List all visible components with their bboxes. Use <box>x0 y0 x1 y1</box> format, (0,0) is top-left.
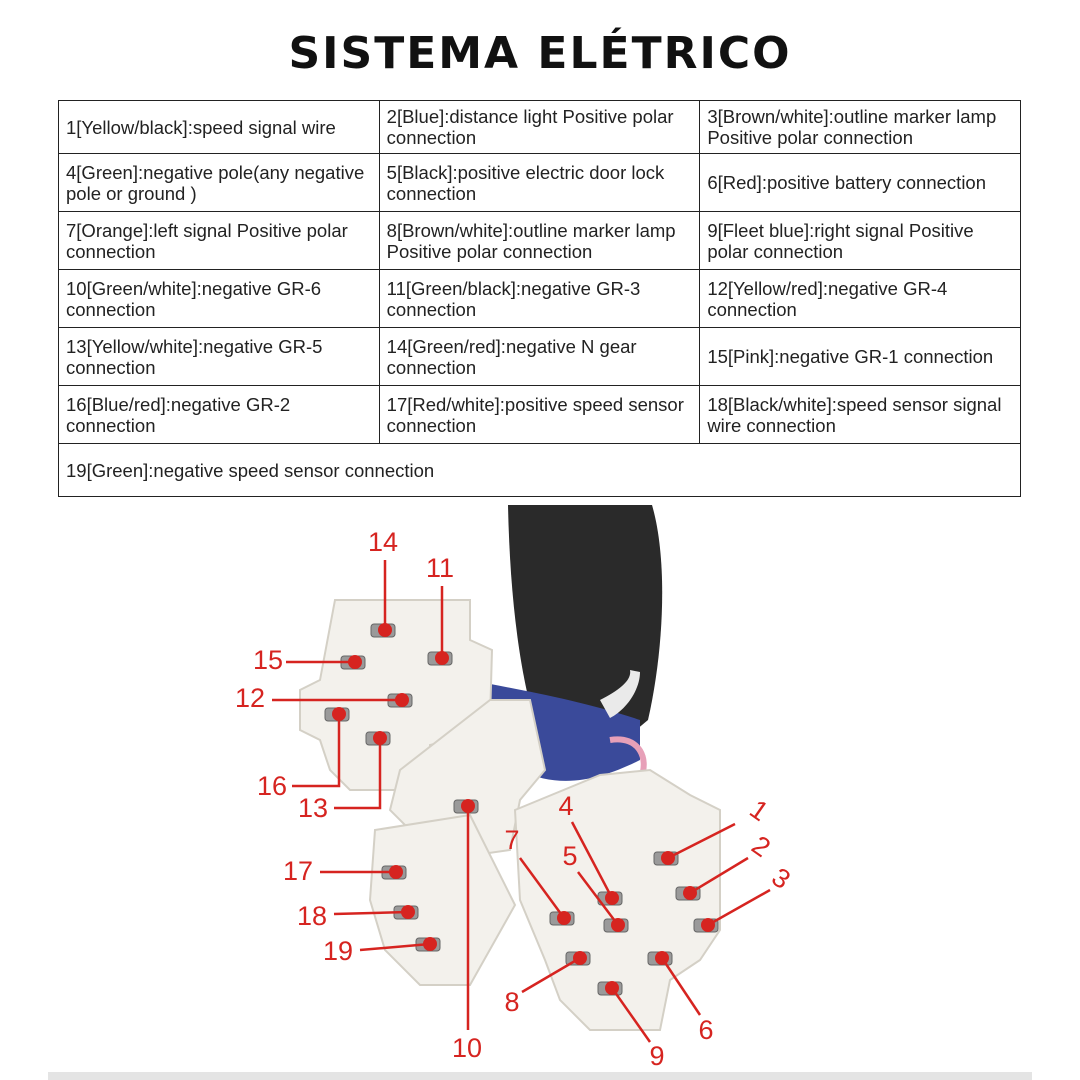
pin-label-13: 13 <box>297 793 329 824</box>
pin-label-19: 19 <box>322 936 354 967</box>
table-cell: 16[Blue/red]:negative GR-2 connection <box>59 386 380 444</box>
pin-label-7: 7 <box>504 825 520 856</box>
footer-bar <box>48 1072 1032 1080</box>
table-row <box>59 386 1021 444</box>
table-cell: 3[Brown/white]:outline marker lamp Positive polar connection <box>700 101 1021 154</box>
table-row <box>59 154 1021 212</box>
table-cell: 6[Red]:positive battery connection <box>700 154 1021 212</box>
table-cell: 1[Yellow/black]:speed signal wire <box>59 101 380 154</box>
wire-color-table <box>58 100 1021 497</box>
pin-label-12: 12 <box>234 683 266 714</box>
table-cell: 19[Green]:negative speed sensor connection <box>59 444 1021 497</box>
table-cell: 15[Pink]:negative GR-1 connection <box>700 328 1021 386</box>
table-row <box>59 444 1021 497</box>
page-title: SISTEMA ELÉTRICO <box>288 28 792 79</box>
table-cell: 8[Brown/white]:outline marker lamp Positive polar connection <box>379 212 700 270</box>
table-cell: 17[Red/white]:positive speed sensor connection <box>379 386 700 444</box>
table-cell: 5[Black]:positive electric door lock connection <box>379 154 700 212</box>
table-cell: 14[Green/red]:negative N gear connection <box>379 328 700 386</box>
connector-pin-diagram <box>0 505 1080 1072</box>
pin-label-15: 15 <box>252 645 284 676</box>
table-row <box>59 328 1021 386</box>
table-cell: 7[Orange]:left signal Positive polar connection <box>59 212 380 270</box>
pin-label-1: 1 <box>744 793 774 828</box>
pin-label-14: 14 <box>367 527 399 558</box>
table-cell: 13[Yellow/white]:negative GR-5 connection <box>59 328 380 386</box>
table-cell: 11[Green/black]:negative GR-3 connection <box>379 270 700 328</box>
table-cell: 10[Green/white]:negative GR-6 connection <box>59 270 380 328</box>
pin-label-8: 8 <box>504 987 520 1018</box>
table-cell: 18[Black/white]:speed sensor signal wire connection <box>700 386 1021 444</box>
pin-label-9: 9 <box>649 1041 665 1072</box>
table-cell: 9[Fleet blue]:right signal Positive polar connection <box>700 212 1021 270</box>
table-cell: 2[Blue]:distance light Positive polar connection <box>379 101 700 154</box>
table-row <box>59 101 1021 154</box>
pin-label-5: 5 <box>562 841 578 872</box>
pin-label-11: 11 <box>425 553 455 584</box>
pin-label-2: 2 <box>746 829 776 864</box>
pin-label-17: 17 <box>282 856 314 887</box>
pin-label-4: 4 <box>558 791 574 822</box>
table-cell: 12[Yellow/red]:negative GR-4 connection <box>700 270 1021 328</box>
pin-label-18: 18 <box>296 901 328 932</box>
pin-label-3: 3 <box>766 861 796 896</box>
table-cell: 4[Green]:negative pole(any negative pole or ground ) <box>59 154 380 212</box>
pin-label-6: 6 <box>698 1015 714 1046</box>
table-row <box>59 270 1021 328</box>
table-row <box>59 212 1021 270</box>
pin-label-16: 16 <box>256 771 288 802</box>
pin-label-10: 10 <box>451 1033 483 1064</box>
